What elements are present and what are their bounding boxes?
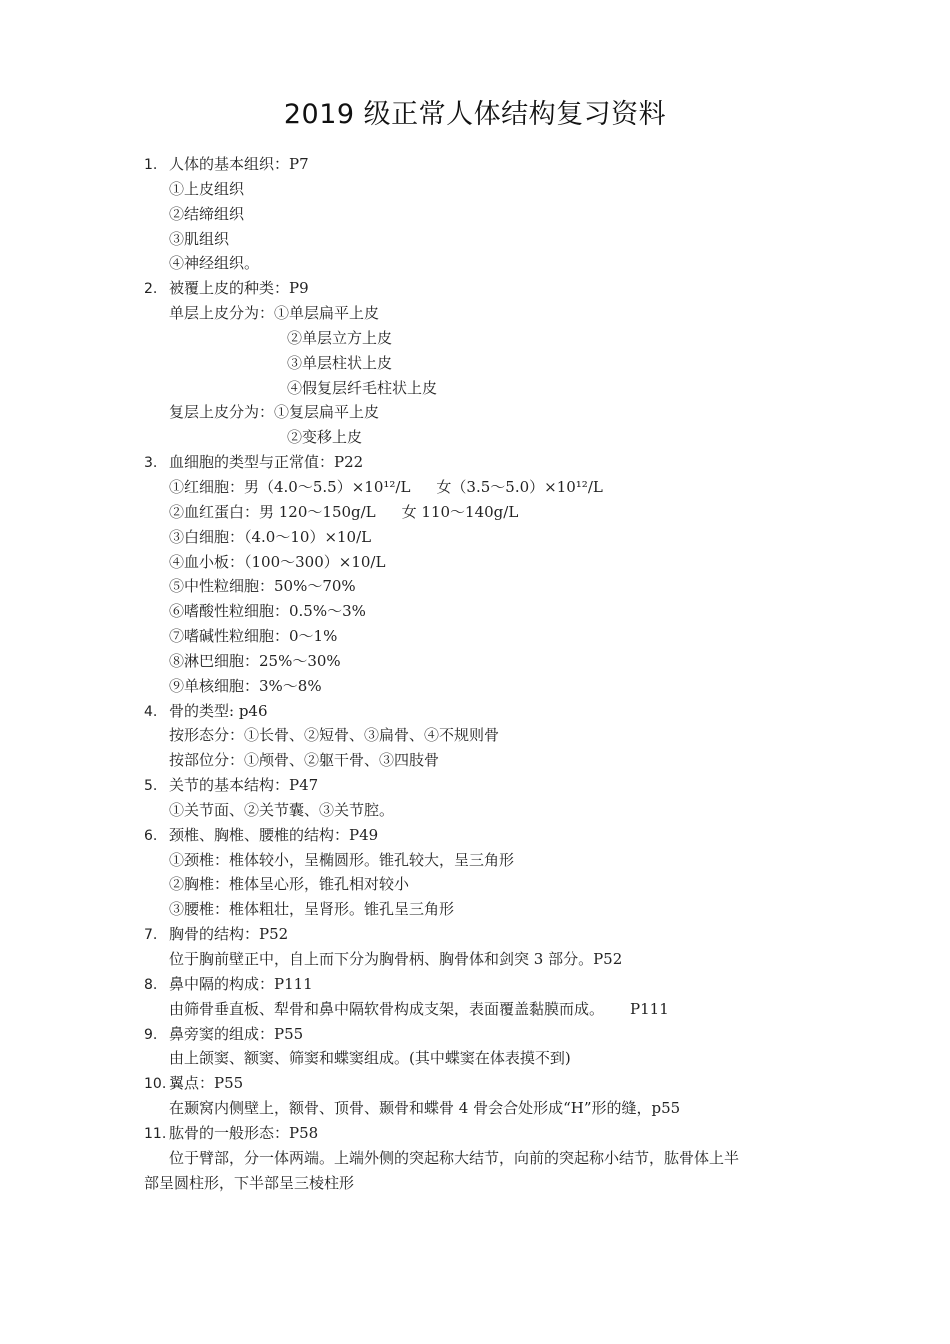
list-item: 按形态分：①长骨、②短骨、③扁骨、④不规则骨 bbox=[169, 726, 500, 745]
section-heading bbox=[144, 823, 824, 848]
value-male: ②血红蛋白：男 120～150g/L bbox=[169, 502, 376, 521]
paragraph-line: 位于臂部，分一体两端。上端外侧的突起称大结节，向前的突起称小结节，肱骨体上半 bbox=[169, 1148, 740, 1167]
section-title: 颈椎、胸椎、腰椎的结构：P49 bbox=[169, 825, 379, 844]
value-male: ①红细胞：男（4.0～5.5）×10¹²/L bbox=[169, 477, 411, 496]
list-item: ②胸椎：椎体呈心形，锥孔相对较小 bbox=[169, 875, 410, 894]
list-item: ⑧淋巴细胞：25%～30% bbox=[169, 651, 341, 670]
section-heading bbox=[144, 450, 824, 475]
list-item: ⑨单核细胞：3%～8% bbox=[169, 676, 322, 695]
list-item bbox=[144, 500, 824, 525]
list-item: ③白细胞：（4.0～10）×10/L bbox=[169, 527, 372, 546]
page-ref: P111 bbox=[630, 999, 669, 1018]
value-female: 女（3.5～5.0）×10¹²/L bbox=[436, 477, 603, 496]
document-body bbox=[144, 152, 824, 1195]
item-text: 由筛骨垂直板、犁骨和鼻中隔软骨构成支架，表面覆盖黏膜而成。 bbox=[169, 999, 605, 1018]
list-item: 位于胸前壁正中，自上而下分为胸骨柄、胸骨体和剑突 3 部分。P52 bbox=[169, 950, 623, 968]
list-item: ③单层柱状上皮 bbox=[287, 353, 393, 372]
list-item: ④神经组织。 bbox=[169, 254, 260, 273]
list-item: ③腰椎：椎体粗壮，呈肾形。锥孔呈三角形 bbox=[169, 900, 455, 919]
section-title: 人体的基本组织：P7 bbox=[169, 155, 309, 173]
list-item: 由上颌窦、额窦、筛窦和蝶窦组成。(其中蝶窦在体表摸不到) bbox=[169, 1049, 571, 1068]
list-item bbox=[144, 997, 824, 1022]
list-item: ④血小板：（100～300）×10/L bbox=[169, 552, 386, 571]
list-item: ②结缔组织 bbox=[169, 204, 245, 223]
section-heading bbox=[144, 1071, 824, 1096]
section-heading bbox=[144, 699, 824, 724]
list-item: ①关节面、②关节囊、③关节腔。 bbox=[169, 800, 395, 819]
section-heading bbox=[144, 276, 824, 301]
sub-label: 复层上皮分为： bbox=[169, 403, 275, 422]
section-title: 肱骨的一般形态：P58 bbox=[169, 1123, 319, 1142]
section-title: 血细胞的类型与正常值：P22 bbox=[169, 453, 364, 472]
section-heading bbox=[144, 1022, 824, 1047]
section-number: 2. bbox=[144, 281, 158, 298]
section-number: 5. bbox=[144, 778, 158, 795]
list-item bbox=[144, 400, 824, 425]
list-item: ⑤中性粒细胞：50%～70% bbox=[169, 577, 356, 596]
section-number: 1. bbox=[144, 157, 158, 173]
list-item: ⑥嗜酸性粒细胞：0.5%～3% bbox=[169, 602, 366, 621]
list-item: ①颈椎：椎体较小，呈椭圆形。锥孔较大，呈三角形 bbox=[169, 850, 515, 869]
paragraph-line: 部呈圆柱形，下半部呈三棱柱形 bbox=[144, 1173, 355, 1192]
section-heading bbox=[144, 773, 824, 798]
section-number: 8. bbox=[144, 976, 158, 993]
section-title: 被覆上皮的种类：P9 bbox=[169, 279, 309, 298]
value-female: 女 110～140g/L bbox=[401, 502, 519, 521]
list-item bbox=[144, 301, 824, 326]
section-title: 鼻旁窦的组成：P55 bbox=[169, 1024, 304, 1043]
section-number: 7. bbox=[144, 927, 158, 944]
section-heading bbox=[144, 972, 824, 997]
list-item: ③肌组织 bbox=[169, 229, 230, 248]
sub-label: 单层上皮分为： bbox=[169, 304, 275, 323]
section-heading bbox=[144, 1121, 824, 1146]
list-item: ②单层立方上皮 bbox=[287, 328, 393, 347]
sub-item: ①复层扁平上皮 bbox=[274, 403, 380, 422]
section-number: 10. bbox=[144, 1076, 167, 1093]
list-item bbox=[144, 475, 824, 500]
list-item: 按部位分：①颅骨、②躯干骨、③四肢骨 bbox=[169, 751, 440, 770]
section-number: 4. bbox=[144, 703, 158, 720]
section-number: 9. bbox=[144, 1026, 158, 1043]
section-title: 翼点：P55 bbox=[169, 1074, 244, 1093]
sub-item: ①单层扁平上皮 bbox=[274, 304, 380, 323]
section-title: 关节的基本结构：P47 bbox=[169, 776, 319, 795]
section-number: 6. bbox=[144, 827, 158, 844]
section-title: 骨的类型: p46 bbox=[169, 701, 268, 720]
section-title: 鼻中隔的构成：P111 bbox=[169, 974, 313, 993]
list-item: ④假复层纤毛柱状上皮 bbox=[287, 378, 438, 397]
section-number: 11. bbox=[144, 1125, 167, 1142]
section-number: 3. bbox=[144, 455, 158, 472]
list-item: 在颞窝内侧壁上，额骨、顶骨、颞骨和蝶骨 4 骨会合处形成“H”形的缝，p55 bbox=[169, 1099, 681, 1118]
list-item: ②变移上皮 bbox=[287, 428, 363, 447]
list-item: ⑦嗜碱性粒细胞：0～1% bbox=[169, 627, 338, 646]
document-title: 2019 级正常人体结构复习资料 bbox=[283, 99, 667, 130]
section-heading bbox=[144, 922, 824, 947]
section-title: 胸骨的结构：P52 bbox=[169, 925, 289, 944]
section-heading bbox=[144, 152, 824, 177]
list-item: ①上皮组织 bbox=[169, 179, 245, 198]
